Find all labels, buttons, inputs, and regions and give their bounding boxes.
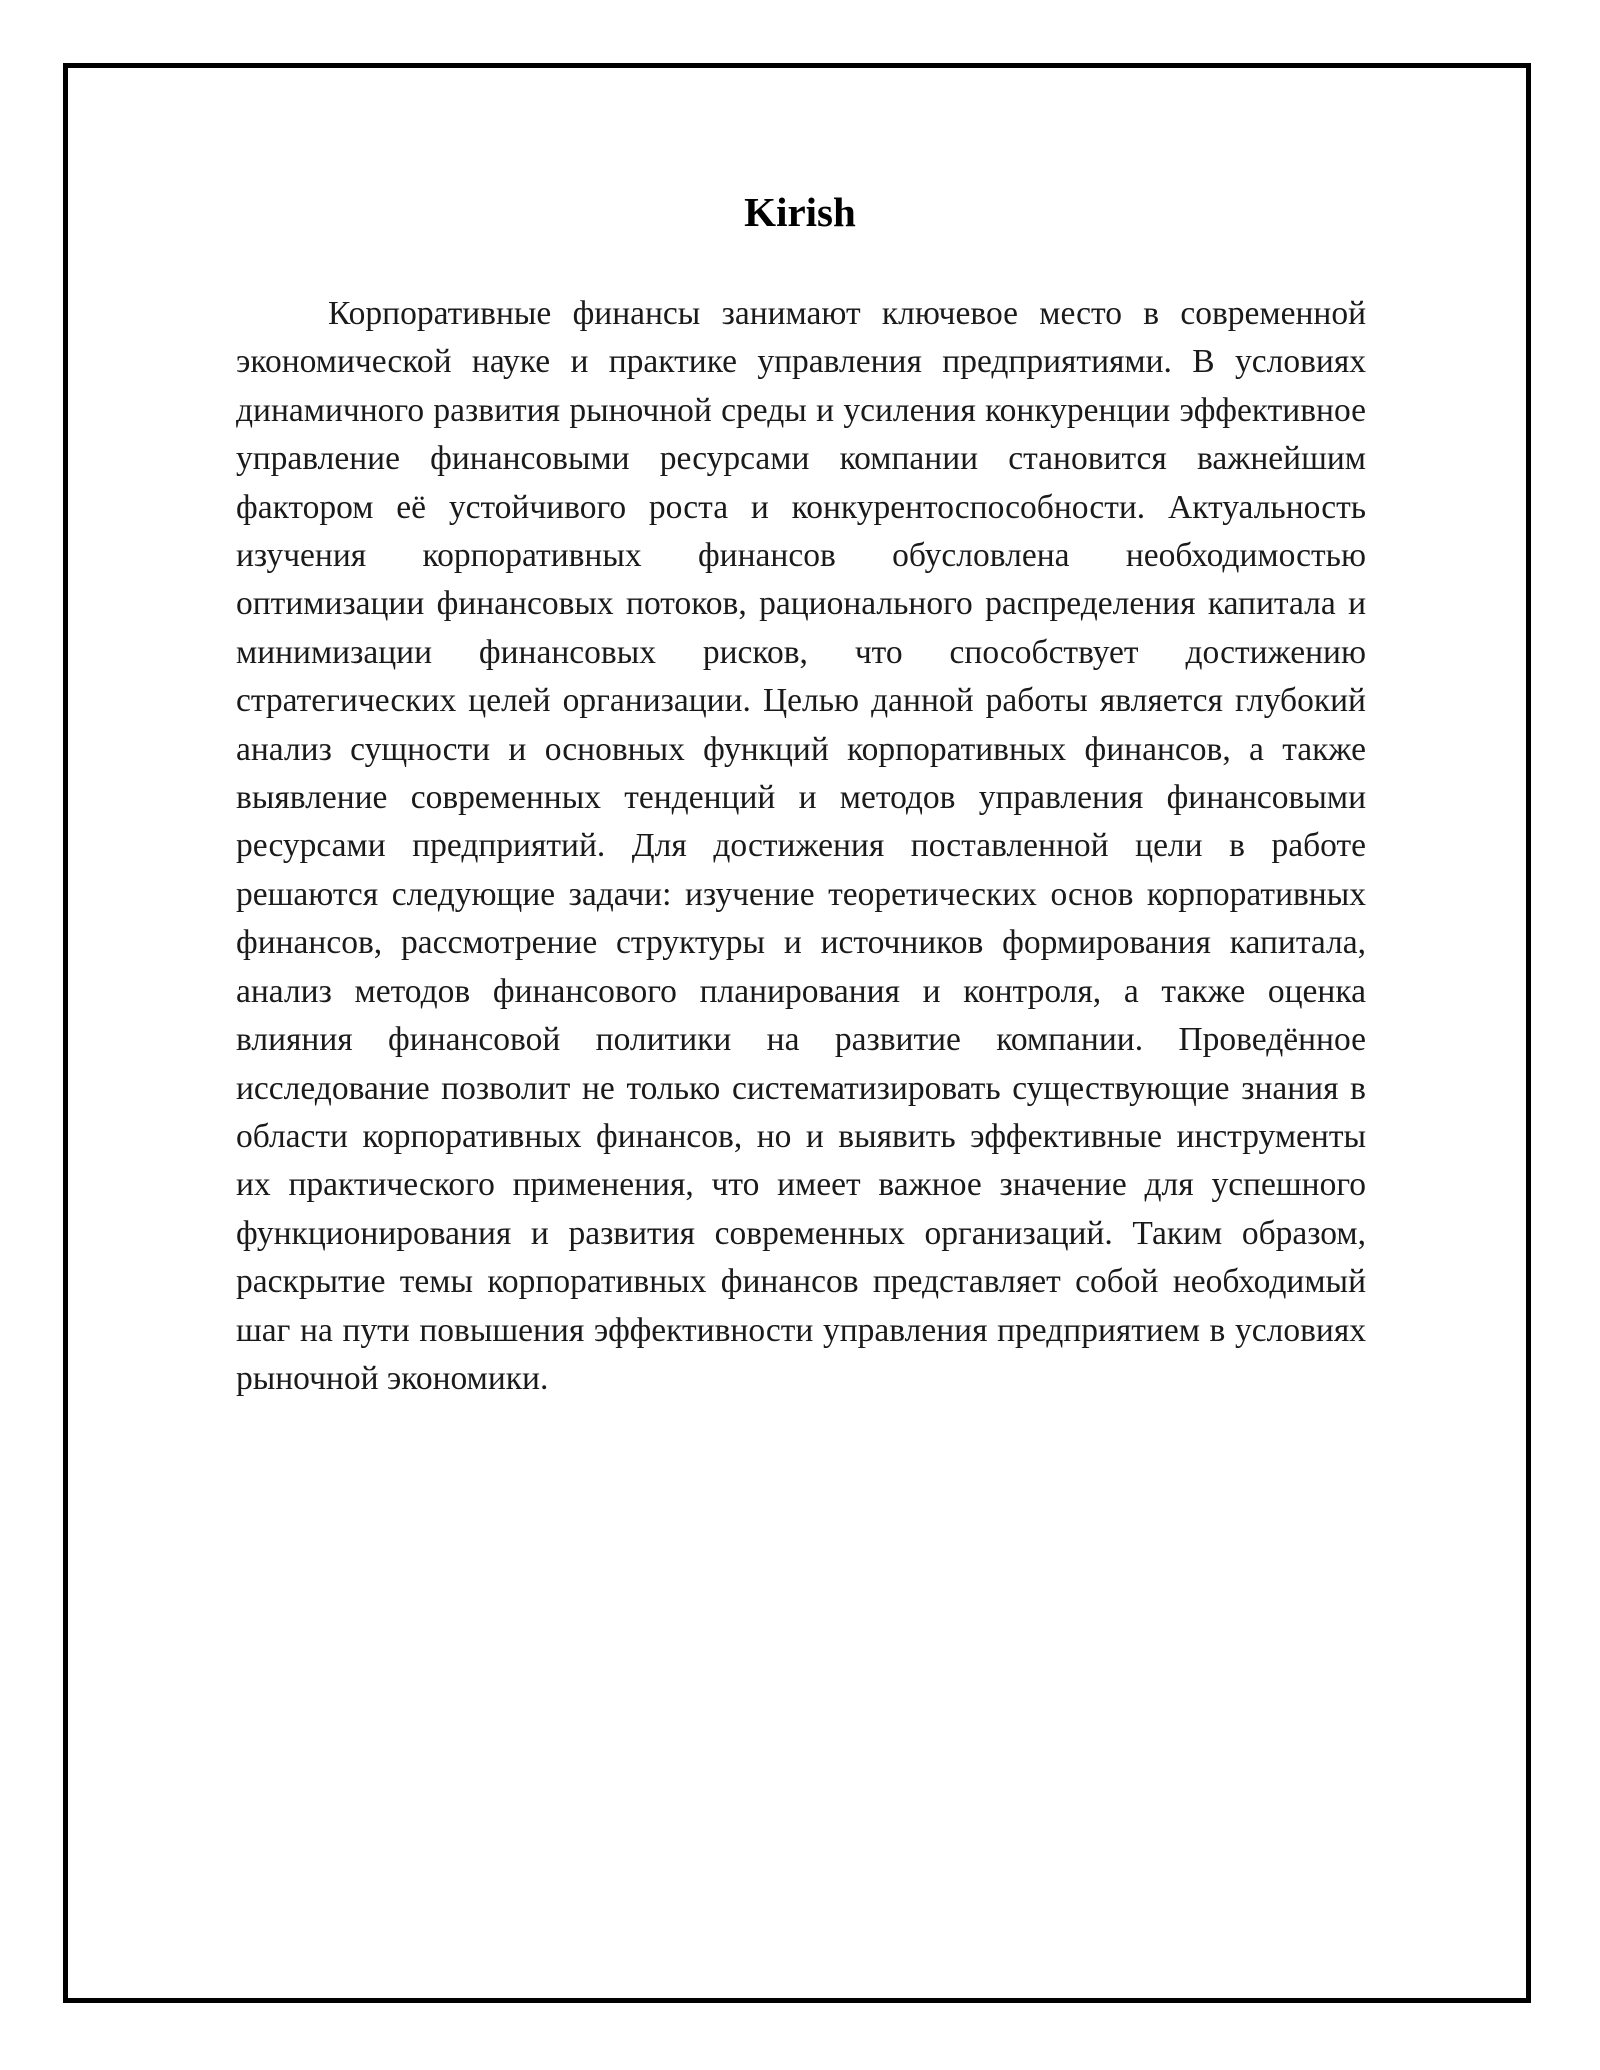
page-title: Kirish	[744, 189, 856, 235]
intro-paragraph: Корпоративные финансы занимают ключевое место в современной экономической науке и практике управления предприятиями. В условиях динамичного развития рыночной среды и усиления конкуренции эффективное управление финансовыми ресурсами компании становится важнейшим фактором её устойчивого роста и конкурентоспособности. Актуальность изучения корпоративных финансов обусловлена необходимостью оптимизации финансовых потоков, рационального распределения капитала и минимизации финансовых рисков, что способствует достижению стратегических целей организации. Целью данной работы является глубокий анализ сущности и основных функций корпоративных финансов, а также выявление современных тенденций и методов управления финансовыми ресурсами предприятий. Для достижения поставленной цели в работе решаются следующие задачи: изучение теоретических основ корпоративных финансов, рассмотрение структуры и источников формирования капитала, анализ методов финансового планирования и контроля, а также оценка влияния финансовой политики на развитие компании. Проведённое исследование позволит не только систематизировать существующие знания в области корпоративных финансов, но и выявить эффективные инструменты их практического применения, что имеет важное значение для успешного функционирования и развития современных организаций. Таким образом, раскрытие темы корпоративных финансов представляет собой необходимый шаг на пути повышения эффективности управления предприятием в условиях рыночной экономики.	[236, 295, 1366, 1397]
